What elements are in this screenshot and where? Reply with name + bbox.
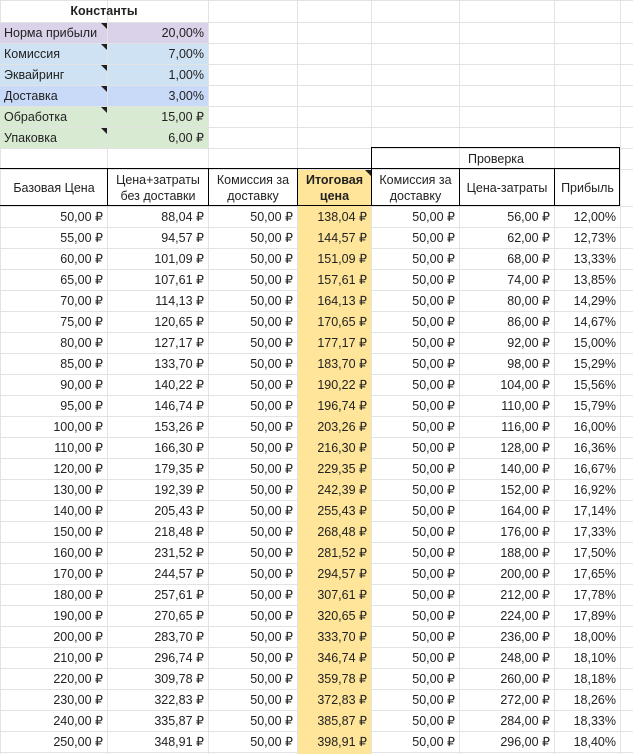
table-cell[interactable]: 307,61 ₽ xyxy=(317,588,367,602)
table-cell[interactable]: 50,00 ₽ xyxy=(250,441,293,455)
column-header-2[interactable]: Цена+затраты без доставки xyxy=(116,173,200,203)
comment-indicator-icon[interactable] xyxy=(101,65,107,71)
table-cell[interactable]: 104,00 ₽ xyxy=(500,378,550,392)
table-cell[interactable]: 14,29% xyxy=(573,294,616,308)
column-header-1[interactable]: Базовая Цена xyxy=(13,181,95,195)
table-cell[interactable]: 322,83 ₽ xyxy=(154,693,204,707)
table-cell[interactable]: 50,00 ₽ xyxy=(250,567,293,581)
table-cell[interactable]: 85,00 ₽ xyxy=(60,357,103,371)
table-border xyxy=(297,168,298,206)
table-cell[interactable]: 16,00% xyxy=(573,420,616,434)
table-cell[interactable]: 281,52 ₽ xyxy=(317,546,367,560)
table-cell[interactable]: 50,00 ₽ xyxy=(250,462,293,476)
table-cell[interactable]: 14,67% xyxy=(573,315,616,329)
table-cell[interactable]: 13,33% xyxy=(573,252,616,266)
table-cell[interactable]: 133,70 ₽ xyxy=(154,357,204,371)
comment-indicator-icon[interactable] xyxy=(101,128,107,134)
table-cell[interactable]: 50,00 ₽ xyxy=(250,294,293,308)
table-cell[interactable]: 180,00 ₽ xyxy=(53,588,103,602)
table-cell[interactable]: 250,00 ₽ xyxy=(53,735,103,749)
table-cell[interactable]: 18,10% xyxy=(573,651,616,665)
table-cell[interactable]: 190,00 ₽ xyxy=(53,609,103,623)
table-border xyxy=(0,205,620,206)
table-cell[interactable]: 210,00 ₽ xyxy=(53,651,103,665)
table-cell[interactable]: 56,00 ₽ xyxy=(507,210,550,224)
table-cell[interactable]: 18,40% xyxy=(573,735,616,749)
table-cell[interactable]: 50,00 ₽ xyxy=(412,567,455,581)
table-cell[interactable]: 170,65 ₽ xyxy=(317,315,367,329)
table-cell[interactable]: 62,00 ₽ xyxy=(507,231,550,245)
table-cell[interactable]: 50,00 ₽ xyxy=(412,483,455,497)
table-cell[interactable]: 50,00 ₽ xyxy=(412,399,455,413)
check-group-header[interactable]: Проверка xyxy=(468,152,524,166)
table-border xyxy=(107,168,108,206)
table-cell[interactable]: 255,43 ₽ xyxy=(317,504,367,518)
table-cell[interactable]: 74,00 ₽ xyxy=(507,273,550,287)
table-cell[interactable]: 68,00 ₽ xyxy=(507,252,550,266)
table-cell[interactable]: 359,78 ₽ xyxy=(317,672,367,686)
table-cell[interactable]: 231,52 ₽ xyxy=(154,546,204,560)
table-cell[interactable]: 218,48 ₽ xyxy=(154,525,204,539)
table-cell[interactable]: 152,00 ₽ xyxy=(500,483,550,497)
table-cell[interactable]: 372,83 ₽ xyxy=(317,693,367,707)
table-cell[interactable]: 50,00 ₽ xyxy=(412,525,455,539)
table-cell[interactable]: 15,29% xyxy=(573,357,616,371)
table-cell[interactable]: 50,00 ₽ xyxy=(250,210,293,224)
table-cell[interactable]: 15,56% xyxy=(573,378,616,392)
table-cell[interactable]: 128,00 ₽ xyxy=(500,441,550,455)
table-cell[interactable]: 16,67% xyxy=(573,462,616,476)
table-cell[interactable]: 183,70 ₽ xyxy=(317,357,367,371)
table-cell[interactable]: 50,00 ₽ xyxy=(412,357,455,371)
table-border xyxy=(371,147,372,206)
table-cell[interactable]: 50,00 ₽ xyxy=(250,693,293,707)
table-cell[interactable]: 385,87 ₽ xyxy=(317,714,367,728)
table-cell[interactable]: 268,48 ₽ xyxy=(317,525,367,539)
table-cell[interactable]: 179,35 ₽ xyxy=(154,462,204,476)
table-cell[interactable]: 50,00 ₽ xyxy=(250,315,293,329)
table-cell[interactable]: 260,00 ₽ xyxy=(500,672,550,686)
constant-label: Обработка xyxy=(4,110,68,124)
table-cell[interactable]: 50,00 ₽ xyxy=(250,378,293,392)
table-cell[interactable]: 16,92% xyxy=(573,483,616,497)
comment-indicator-icon[interactable] xyxy=(101,107,107,113)
table-cell[interactable]: 190,22 ₽ xyxy=(317,378,367,392)
table-cell[interactable]: 80,00 ₽ xyxy=(60,336,103,350)
table-cell[interactable]: 65,00 ₽ xyxy=(60,273,103,287)
constant-label: Доставка xyxy=(4,89,58,103)
table-cell[interactable]: 50,00 ₽ xyxy=(250,735,293,749)
table-cell[interactable]: 333,70 ₽ xyxy=(317,630,367,644)
table-cell[interactable]: 192,39 ₽ xyxy=(154,483,204,497)
table-cell[interactable]: 153,26 ₽ xyxy=(154,420,204,434)
table-cell[interactable]: 244,57 ₽ xyxy=(154,567,204,581)
table-cell[interactable]: 188,00 ₽ xyxy=(500,546,550,560)
constant-label-cell[interactable] xyxy=(0,86,107,106)
table-cell[interactable]: 284,00 ₽ xyxy=(500,714,550,728)
table-cell[interactable]: 177,17 ₽ xyxy=(317,336,367,350)
table-cell[interactable]: 50,00 ₽ xyxy=(250,357,293,371)
table-cell[interactable]: 240,00 ₽ xyxy=(53,714,103,728)
table-cell[interactable]: 50,00 ₽ xyxy=(412,315,455,329)
table-cell[interactable]: 50,00 ₽ xyxy=(250,588,293,602)
table-cell[interactable]: 50,00 ₽ xyxy=(412,504,455,518)
table-cell[interactable]: 335,87 ₽ xyxy=(154,714,204,728)
table-cell[interactable]: 146,74 ₽ xyxy=(154,399,204,413)
comment-indicator-icon[interactable] xyxy=(101,86,107,92)
constant-label: Комиссия xyxy=(4,47,61,61)
constant-value-cell[interactable]: 6,00 ₽ xyxy=(108,128,208,148)
table-cell[interactable]: 242,39 ₽ xyxy=(317,483,367,497)
table-cell[interactable]: 17,78% xyxy=(573,588,616,602)
table-cell[interactable]: 15,79% xyxy=(573,399,616,413)
table-cell[interactable]: 296,74 ₽ xyxy=(154,651,204,665)
table-cell[interactable]: 50,00 ₽ xyxy=(412,252,455,266)
constant-label-cell[interactable] xyxy=(0,44,107,64)
table-cell[interactable]: 60,00 ₽ xyxy=(60,252,103,266)
constant-label-cell[interactable] xyxy=(0,107,107,127)
table-cell[interactable]: 107,61 ₽ xyxy=(154,273,204,287)
comment-indicator-icon[interactable] xyxy=(101,23,107,29)
constant-label-cell[interactable] xyxy=(0,128,107,148)
table-cell[interactable]: 272,00 ₽ xyxy=(500,693,550,707)
table-border xyxy=(459,168,460,206)
table-cell[interactable]: 212,00 ₽ xyxy=(500,588,550,602)
table-cell[interactable]: 309,78 ₽ xyxy=(154,672,204,686)
table-cell[interactable]: 248,00 ₽ xyxy=(500,651,550,665)
table-cell[interactable]: 86,00 ₽ xyxy=(507,315,550,329)
table-cell[interactable]: 50,00 ₽ xyxy=(250,420,293,434)
column-header-7[interactable]: Прибыль xyxy=(561,181,614,195)
table-cell[interactable]: 50,00 ₽ xyxy=(412,693,455,707)
table-cell[interactable]: 50,00 ₽ xyxy=(250,525,293,539)
table-border xyxy=(619,147,620,206)
table-cell[interactable]: 120,65 ₽ xyxy=(154,315,204,329)
table-cell[interactable]: 270,65 ₽ xyxy=(154,609,204,623)
table-cell[interactable]: 88,04 ₽ xyxy=(161,210,204,224)
table-cell[interactable]: 50,00 ₽ xyxy=(412,273,455,287)
table-cell[interactable]: 18,00% xyxy=(573,630,616,644)
table-cell[interactable]: 17,14% xyxy=(573,504,616,518)
table-cell[interactable]: 17,33% xyxy=(573,525,616,539)
table-cell[interactable]: 16,36% xyxy=(573,441,616,455)
table-cell[interactable]: 296,00 ₽ xyxy=(500,735,550,749)
constant-label: Эквайринг xyxy=(4,68,65,82)
table-cell[interactable]: 50,00 ₽ xyxy=(412,714,455,728)
table-cell[interactable]: 92,00 ₽ xyxy=(507,336,550,350)
table-cell[interactable]: 100,00 ₽ xyxy=(53,420,103,434)
table-cell[interactable]: 164,00 ₽ xyxy=(500,504,550,518)
table-cell[interactable]: 50,00 ₽ xyxy=(250,630,293,644)
table-cell[interactable]: 50,00 ₽ xyxy=(412,630,455,644)
table-cell[interactable]: 127,17 ₽ xyxy=(154,336,204,350)
table-cell[interactable]: 75,00 ₽ xyxy=(60,315,103,329)
table-cell[interactable]: 283,70 ₽ xyxy=(154,630,204,644)
table-border xyxy=(0,168,620,169)
table-cell[interactable]: 17,50% xyxy=(573,546,616,560)
table-cell[interactable]: 15,00% xyxy=(573,336,616,350)
table-cell[interactable]: 13,85% xyxy=(573,273,616,287)
table-cell[interactable]: 18,18% xyxy=(573,672,616,686)
table-cell[interactable]: 50,00 ₽ xyxy=(250,273,293,287)
table-cell[interactable]: 50,00 ₽ xyxy=(250,399,293,413)
table-cell[interactable]: 50,00 ₽ xyxy=(412,672,455,686)
table-border xyxy=(554,168,555,206)
table-cell[interactable]: 18,33% xyxy=(573,714,616,728)
table-cell[interactable]: 50,00 ₽ xyxy=(412,294,455,308)
table-cell[interactable]: 116,00 ₽ xyxy=(501,420,550,434)
constant-value-cell[interactable]: 7,00% xyxy=(108,44,208,64)
table-border xyxy=(371,147,620,148)
constant-value-cell[interactable]: 1,00% xyxy=(108,65,208,85)
table-cell[interactable]: 70,00 ₽ xyxy=(60,294,103,308)
constant-value-cell[interactable]: 20,00% xyxy=(108,23,208,43)
column-header-5[interactable]: Комиссия за доставку xyxy=(379,173,452,203)
table-cell[interactable]: 50,00 ₽ xyxy=(412,336,455,350)
table-cell[interactable]: 224,00 ₽ xyxy=(500,609,550,623)
table-cell[interactable]: 120,00 ₽ xyxy=(53,462,103,476)
table-cell[interactable]: 114,13 ₽ xyxy=(155,294,204,308)
table-cell[interactable]: 150,00 ₽ xyxy=(53,525,103,539)
table-cell[interactable]: 160,00 ₽ xyxy=(53,546,103,560)
table-cell[interactable]: 205,43 ₽ xyxy=(154,504,204,518)
table-cell[interactable]: 98,00 ₽ xyxy=(507,357,550,371)
table-cell[interactable]: 200,00 ₽ xyxy=(53,630,103,644)
table-cell[interactable]: 110,00 ₽ xyxy=(54,441,103,455)
column-header-4[interactable]: Итоговая цена xyxy=(298,170,371,206)
table-cell[interactable]: 230,00 ₽ xyxy=(53,693,103,707)
table-cell[interactable]: 50,00 ₽ xyxy=(412,546,455,560)
table-cell[interactable]: 196,74 ₽ xyxy=(317,399,367,413)
constant-label: Упаковка xyxy=(4,131,57,145)
table-cell[interactable]: 166,30 ₽ xyxy=(154,441,204,455)
table-cell[interactable]: 138,04 ₽ xyxy=(317,210,367,224)
table-cell[interactable]: 18,26% xyxy=(573,693,616,707)
table-cell[interactable]: 50,00 ₽ xyxy=(412,420,455,434)
table-cell[interactable]: 50,00 ₽ xyxy=(60,210,103,224)
table-cell[interactable]: 50,00 ₽ xyxy=(250,231,293,245)
constant-value-cell[interactable]: 3,00% xyxy=(108,86,208,106)
table-cell[interactable]: 50,00 ₽ xyxy=(412,210,455,224)
table-cell[interactable]: 294,57 ₽ xyxy=(317,567,367,581)
constant-label-cell[interactable] xyxy=(0,23,107,43)
table-cell[interactable]: 50,00 ₽ xyxy=(250,336,293,350)
table-cell[interactable]: 140,00 ₽ xyxy=(53,504,103,518)
table-cell[interactable]: 203,26 ₽ xyxy=(317,420,367,434)
table-cell[interactable]: 236,00 ₽ xyxy=(500,630,550,644)
table-cell[interactable]: 50,00 ₽ xyxy=(250,546,293,560)
table-cell[interactable]: 164,13 ₽ xyxy=(317,294,367,308)
table-cell[interactable]: 216,30 ₽ xyxy=(317,441,367,455)
table-cell[interactable]: 94,57 ₽ xyxy=(161,231,204,245)
table-cell[interactable]: 348,91 ₽ xyxy=(154,735,204,749)
table-cell[interactable]: 229,35 ₽ xyxy=(317,462,367,476)
table-cell[interactable]: 55,00 ₽ xyxy=(60,231,103,245)
table-cell[interactable]: 50,00 ₽ xyxy=(250,714,293,728)
table-cell[interactable]: 200,00 ₽ xyxy=(500,567,550,581)
table-cell[interactable]: 50,00 ₽ xyxy=(412,441,455,455)
comment-indicator-icon[interactable] xyxy=(101,44,107,50)
table-cell[interactable]: 50,00 ₽ xyxy=(412,609,455,623)
constant-value-cell[interactable]: 15,00 ₽ xyxy=(108,107,208,127)
table-cell[interactable]: 50,00 ₽ xyxy=(412,588,455,602)
constant-label: Норма прибыли xyxy=(4,26,98,40)
column-header-6[interactable]: Цена-затраты xyxy=(466,181,548,195)
table-cell[interactable]: 50,00 ₽ xyxy=(412,231,455,245)
table-cell[interactable]: 50,00 ₽ xyxy=(412,735,455,749)
table-cell[interactable]: 220,00 ₽ xyxy=(53,672,103,686)
table-cell[interactable]: 176,00 ₽ xyxy=(500,525,550,539)
table-border xyxy=(208,168,209,206)
table-cell[interactable]: 80,00 ₽ xyxy=(507,294,550,308)
table-cell[interactable]: 50,00 ₽ xyxy=(250,504,293,518)
table-cell[interactable]: 140,00 ₽ xyxy=(500,462,550,476)
column-header-3[interactable]: Комиссия за доставку xyxy=(216,173,290,203)
table-cell[interactable]: 17,65% xyxy=(573,567,616,581)
table-cell[interactable]: 50,00 ₽ xyxy=(250,672,293,686)
table-cell[interactable]: 50,00 ₽ xyxy=(250,651,293,665)
table-cell[interactable]: 151,09 ₽ xyxy=(317,252,367,266)
table-cell[interactable]: 110,00 ₽ xyxy=(501,399,550,413)
table-cell[interactable]: 101,09 ₽ xyxy=(154,252,204,266)
table-cell[interactable]: 50,00 ₽ xyxy=(250,609,293,623)
table-cell[interactable]: 140,22 ₽ xyxy=(154,378,204,392)
table-cell[interactable]: 320,65 ₽ xyxy=(317,609,367,623)
constant-label-cell[interactable] xyxy=(0,65,107,85)
table-cell[interactable]: 90,00 ₽ xyxy=(60,378,103,392)
constants-title[interactable]: Константы xyxy=(70,4,138,18)
table-cell[interactable]: 12,00% xyxy=(573,210,616,224)
table-cell[interactable]: 130,00 ₽ xyxy=(53,483,103,497)
table-cell[interactable]: 17,89% xyxy=(573,609,616,623)
table-cell[interactable]: 50,00 ₽ xyxy=(412,462,455,476)
table-cell[interactable]: 50,00 ₽ xyxy=(412,378,455,392)
table-cell[interactable]: 95,00 ₽ xyxy=(60,399,103,413)
table-cell[interactable]: 12,73% xyxy=(573,231,616,245)
table-cell[interactable]: 50,00 ₽ xyxy=(412,651,455,665)
table-cell[interactable]: 50,00 ₽ xyxy=(250,483,293,497)
table-cell[interactable]: 144,57 ₽ xyxy=(317,231,367,245)
table-cell[interactable]: 257,61 ₽ xyxy=(154,588,204,602)
table-cell[interactable]: 398,91 ₽ xyxy=(317,735,367,749)
table-cell[interactable]: 157,61 ₽ xyxy=(317,273,367,287)
table-cell[interactable]: 50,00 ₽ xyxy=(250,252,293,266)
table-cell[interactable]: 346,74 ₽ xyxy=(317,651,367,665)
table-cell[interactable]: 170,00 ₽ xyxy=(53,567,103,581)
